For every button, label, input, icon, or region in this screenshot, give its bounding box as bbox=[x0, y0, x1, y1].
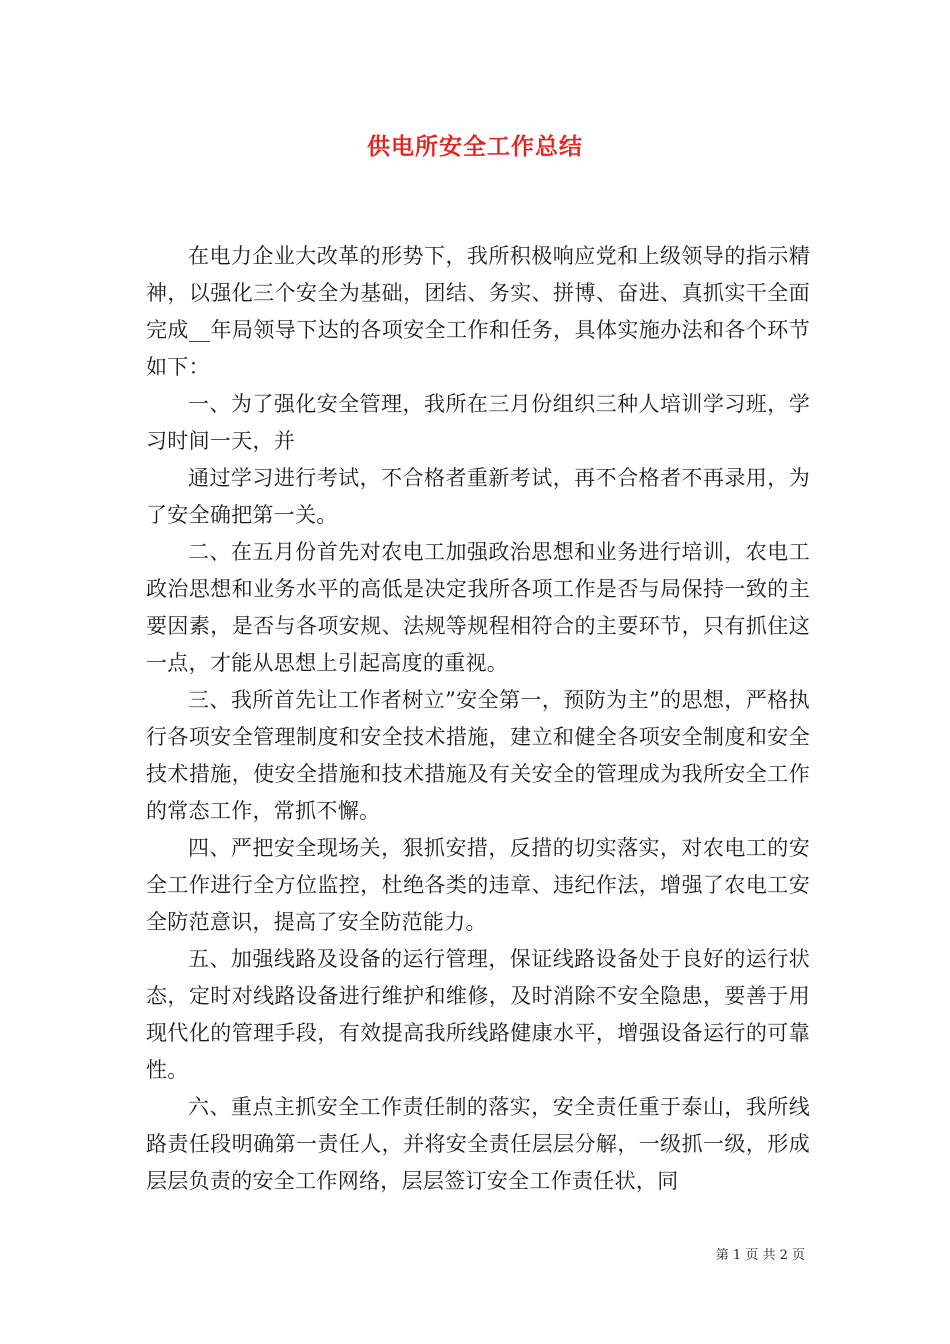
paragraph: 二、在五月份首先对农电工加强政治思想和业务进行培训，农电工政治思想和业务水平的高低是决定我所各项工作是否与局保持一致的主要因素，是否与各项安规、法规等规程相符合的主要环节，只有抓住这一点，才能从思想上引起高度的重视。 bbox=[146, 540, 810, 675]
document-body bbox=[146, 238, 810, 1200]
paragraph: 通过学习进行考试，不合格者重新考试，再不合格者不再录用，为了安全确把第一关。 bbox=[146, 466, 810, 527]
paragraph: 四、严把安全现场关，狠抓安措，反措的切实落实，对农电工的安全工作进行全方位监控，杜绝各类的违章、违纪作法，增强了农电工安全防范意识，提高了安全防范能力。 bbox=[146, 836, 810, 934]
paragraph: 六、重点主抓安全工作责任制的落实，安全责任重于泰山，我所线路责任段明确第一责任人，并将安全责任层层分解，一级抓一级，形成层层负责的安全工作网络，层层签订安全工作责任状，同 bbox=[146, 1095, 810, 1193]
paragraph: 五、加强线路及设备的运行管理，保证线路设备处于良好的运行状态，定时对线路设备进行维护和维修，及时消除不安全隐患，要善于用现代化的管理手段，有效提高我所线路健康水平，增强设备运行的可靠性。 bbox=[146, 947, 810, 1082]
page-number: 第 1 页 共 2 页 bbox=[715, 1248, 805, 1263]
paragraph: 三、我所首先让工作者树立”安全第一，预防为主”的思想，严格执行各项安全管理制度和安全技术措施，建立和健全各项安全制度和安全技术措施，使安全措施和技术措施及有关安全的管理成为我所安全工作的常态工作，常抓不懈。 bbox=[146, 688, 810, 823]
document-title: 供电所安全工作总结 bbox=[367, 134, 583, 160]
paragraph: 在电力企业大改革的形势下，我所积极响应党和上级领导的指示精神，以强化三个安全为基础，团结、务实、拼博、奋进、真抓实干全面完成__年局领导下达的各项安全工作和任务，具体实施办法和各个环节如下： bbox=[146, 244, 810, 379]
paragraph: 一、为了强化安全管理，我所在三月份组织三种人培训学习班，学习时间一天，并 bbox=[146, 392, 810, 453]
